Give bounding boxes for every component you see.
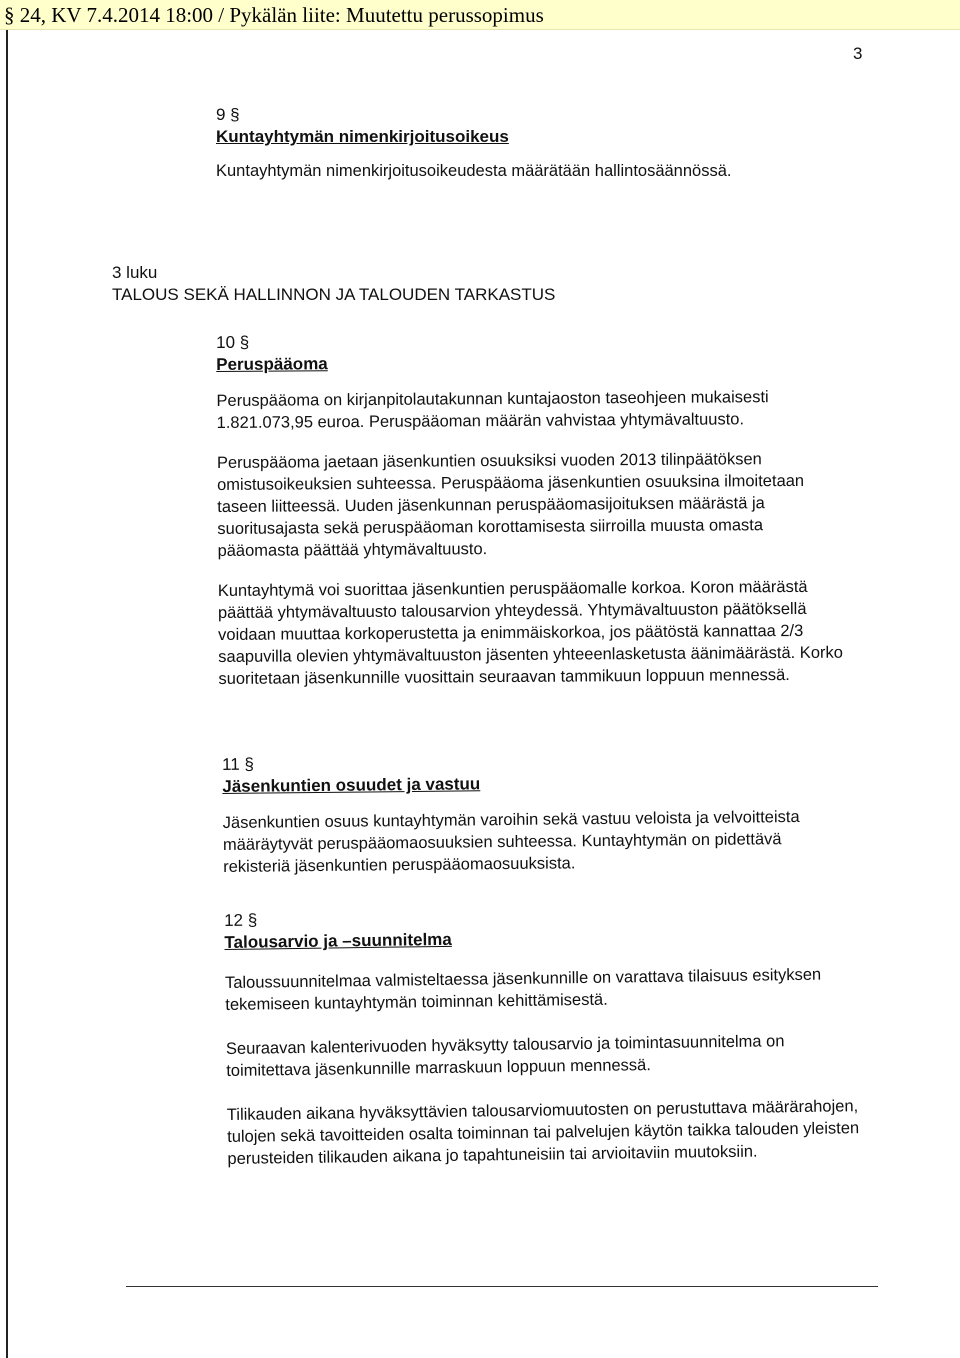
section-9 [216, 104, 876, 182]
chapter-label: 3 luku [112, 263, 158, 282]
section-title: Jäsenkuntien osuudet ja vastuu [222, 774, 481, 796]
attachment-banner: § 24, KV 7.4.2014 18:00 / Pykälän liite: Muutettu perussopimus [0, 0, 960, 30]
section-10 [216, 327, 878, 690]
paragraph: Peruspääoma jaetaan jäsenkuntien osuuksiksi vuoden 2013 tilinpäätöksen omistusoikeuksien suhteessa. Peruspääoma jäsenkuntien osuuksina ilmoitetaan taseen liitteessä. Uuden jäsenkunnan peruspääomasijoituksen määrästä ja suoritusajasta sekä peruspääoman korottamisesta siirroilla muusta omasta pääomasta päättää yhtymävaltuusto. [216, 450, 805, 560]
footer-rule [126, 1286, 878, 1287]
chapter-title: TALOUS SEKÄ HALLINNON JA TALOUDEN TARKASTUS [112, 285, 556, 304]
page-number: 3 [853, 44, 863, 63]
section-title: Kuntayhtymän nimenkirjoitusoikeus [216, 127, 509, 146]
section-number: 12 § [224, 910, 258, 930]
paragraph: Peruspääoma on kirjanpitolautakunnan kuntajaoston taseohjeen mukaisesti 1.821.073,95 euroa. Peruspääoman määrän vahvistaa yhtymävaltuusto. [216, 388, 769, 432]
paragraph: Kuntayhtymä voi suorittaa jäsenkuntien peruspääomalle korkoa. Koron määrästä päättää yhtymävaltuusto talousarvion yhteydessä. Yhtymävaltuuston päätöksellä voidaan muuttaa korkoperustetta ja enimmäiskorkoa, jos päätöstä kannattaa 2/3 saapuvilla olevien yhtymävaltuuston jäsenten yhteeenlasketusta äänimäärästä. Korko suoritetaan jäsenkunnille vuosittain seuraavan tammikuun loppuun mennessä. [217, 577, 843, 688]
section-number: 9 § [216, 105, 240, 124]
section-number: 10 § [216, 332, 250, 352]
paragraph: Tilikauden aikana hyväksyttävien talousarviomuutosten on perustuttava määrärahojen, tulojen sekä tavoitteiden osalta toiminnan tai palvelujen käytön taikka talouden yleisten perusteiden tilikauden aikana jo tapahtuneisiin tai arvioitaviin muutoksiin. [226, 1097, 860, 1168]
section-12 [224, 901, 888, 1170]
left-margin-rule [6, 30, 8, 1358]
section-title: Peruspääoma [216, 354, 328, 374]
chapter-3-heading [112, 262, 555, 306]
section-number: 11 § [222, 754, 255, 774]
paragraph: Taloussuunnitelmaa valmisteltaessa jäsenkunnille on varattava tilaisuus esityksen tekemiseen kuntayhtymän toiminnan kehittämisestä. [224, 965, 822, 1014]
paragraph: Kuntayhtymän nimenkirjoitusoikeudesta määrätään hallintosäännössä. [216, 162, 732, 180]
section-11 [222, 747, 883, 878]
paragraph: Jäsenkuntien osuus kuntayhtymän varoihin sekä vastuu veloista ja velvoitteista määräytyvät peruspääomaosuuksien suhteessa. Kuntayhtymän on pidettävä rekisteriä jäsenkuntien peruspääomaosuuksista. [222, 807, 800, 876]
paragraph: Seuraavan kalenterivuoden hyväksytty talousarvio ja toimintasuunnitelma on toimitettava jäsenkunnille marraskuun loppuun mennessä. [225, 1032, 785, 1080]
section-title: Talousarvio ja –suunnitelma [224, 929, 452, 952]
